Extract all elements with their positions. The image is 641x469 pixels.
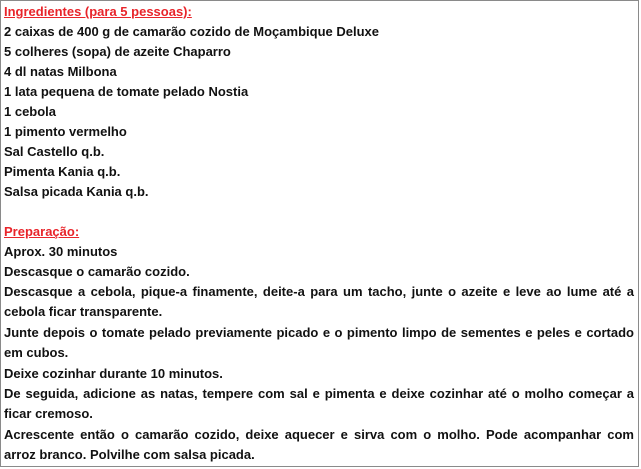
- ingredient-item: Salsa picada Kania q.b.: [4, 184, 149, 199]
- preparation-time: Aprox. 30 minutos: [4, 244, 118, 259]
- preparation-heading: Preparação:: [4, 224, 80, 239]
- ingredient-item: 4 dl natas Milbona: [4, 64, 117, 79]
- ingredient-item: 1 cebola: [4, 104, 57, 119]
- ingredient-item: 5 colheres (sopa) de azeite Chaparro: [4, 44, 231, 59]
- preparation-step: Descasque a cebola, pique-a finamente, deite-a para um tacho, junte o azeite e leve ao lume até a cebola ficar transparente.: [4, 284, 634, 319]
- ingredients-section: [4, 2, 634, 202]
- section-spacer: [4, 202, 634, 222]
- recipe-content: [4, 2, 634, 466]
- preparation-step: Descasque o camarão cozido.: [4, 264, 190, 279]
- ingredient-item: 2 caixas de 400 g de camarão cozido de Moçambique Deluxe: [4, 24, 379, 39]
- preparation-step: De seguida, adicione as natas, tempere com sal e pimenta e deixe cozinhar até o molho começar a ficar cremoso.: [4, 386, 634, 421]
- preparation-step: Acrescente então o camarão cozido, deixe aquecer e sirva com o molho. Pode acompanhar com arroz branco. Polvilhe com salsa picada.: [4, 427, 634, 462]
- preparation-step: Deixe cozinhar durante 10 minutos.: [4, 366, 223, 381]
- ingredient-item: Sal Castello q.b.: [4, 144, 105, 159]
- ingredient-item: Pimenta Kania q.b.: [4, 164, 121, 179]
- ingredients-heading: Ingredientes (para 5 pessoas):: [4, 4, 192, 19]
- preparation-section: [4, 222, 634, 465]
- preparation-step: Junte depois o tomate pelado previamente picado e o pimento limpo de sementes e peles e cortado em cubos.: [4, 325, 634, 360]
- ingredient-item: 1 lata pequena de tomate pelado Nostia: [4, 84, 249, 99]
- ingredient-item: 1 pimento vermelho: [4, 124, 127, 139]
